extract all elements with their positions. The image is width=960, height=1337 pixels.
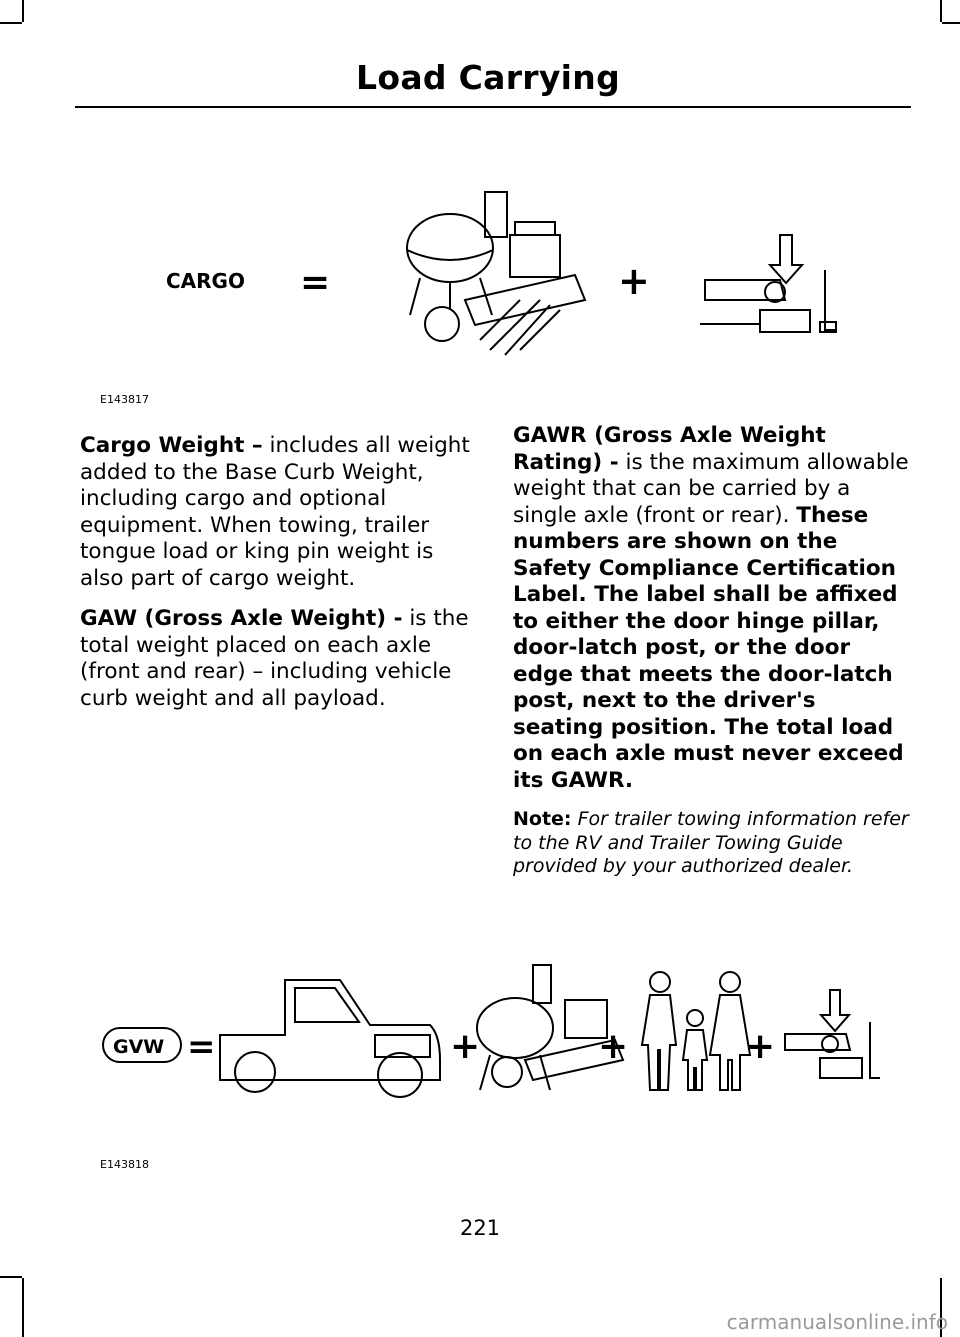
gaw-paragraph xyxy=(80,606,480,712)
note-label: Note: xyxy=(513,808,572,830)
right-column xyxy=(513,423,909,893)
term: Cargo Weight – xyxy=(80,433,263,458)
note-text: For trailer towing information refer to the RV and Trailer Towing Guide provided by your authorized dealer. xyxy=(513,808,909,877)
cargo-items-icon xyxy=(407,192,585,355)
crop-mark xyxy=(942,22,960,24)
cargo-weight-paragraph xyxy=(80,433,480,592)
crop-mark xyxy=(940,0,942,22)
hitch-load-icon xyxy=(785,990,880,1078)
page-title: Load Carrying xyxy=(356,58,620,97)
crop-mark xyxy=(0,1276,22,1278)
warning-text: These numbers are shown on the Safety Compliance Certification Label. The label shall be affixed to either the door hinge pillar, door-latch post, or the door edge that meets the door-latch post, next to the driver's seating position. The total load on each axle must never exceed its GAWR. xyxy=(513,502,904,793)
cargo-figure xyxy=(120,180,860,370)
note-paragraph xyxy=(513,808,909,879)
term: GAW (Gross Axle Weight) - xyxy=(80,606,403,631)
cargo-label: CARGO xyxy=(166,269,245,293)
equals-sign: = xyxy=(187,1027,216,1067)
gvw-label: GVW xyxy=(113,1036,165,1058)
definition: is the total weight placed on each axle (front and rear) – including vehicle curb weight and all payload. xyxy=(80,606,469,711)
plus-sign: + xyxy=(618,259,650,303)
plus-sign: + xyxy=(598,1026,629,1067)
crop-mark xyxy=(22,0,24,22)
plus-sign: + xyxy=(450,1026,481,1067)
crop-mark xyxy=(22,1278,24,1337)
hitch-load-icon xyxy=(700,235,837,332)
gvw-figure xyxy=(95,960,895,1110)
plus-sign: + xyxy=(745,1026,776,1067)
equals-sign: = xyxy=(300,262,331,303)
figure-id: E143818 xyxy=(100,1158,149,1171)
page-number: 221 xyxy=(459,1216,501,1240)
definition: includes all weight added to the Base Curb Weight, including cargo and optional equipment. When towing, trailer tongue load or king pin weight is also part of cargo weight. xyxy=(80,433,470,591)
header-divider xyxy=(75,106,911,108)
family-icon xyxy=(642,972,750,1090)
crop-mark xyxy=(0,22,22,24)
watermark: carmanualsonline.info xyxy=(726,1310,948,1334)
figure-id: E143817 xyxy=(100,393,149,406)
definition: is the maximum allowable weight that can be carried by a single axle (front or rear). xyxy=(513,449,909,528)
left-column xyxy=(80,433,480,726)
truck-icon xyxy=(220,980,440,1097)
term: GAWR (Gross Axle Weight Rating) - xyxy=(513,423,826,475)
gawr-paragraph xyxy=(513,423,909,794)
